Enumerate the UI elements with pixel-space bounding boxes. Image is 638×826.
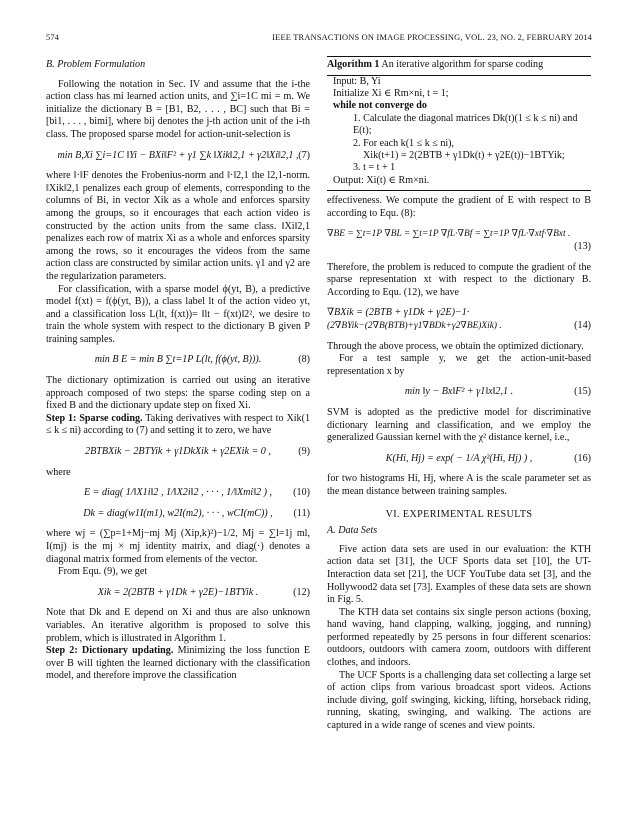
paragraph: effectiveness. We compute the gradient of E with respect to B according to Equ. (8): xyxy=(327,195,591,219)
equation-number: (10) xyxy=(293,487,310,499)
equation-13 xyxy=(327,228,591,253)
equation-line: ∇BXik = (2BTB + γ1Dk + γ2E)−1· xyxy=(327,307,470,319)
equation-body: min ‖y − Bx‖F² + γ1‖x‖2,1 . xyxy=(404,386,514,398)
algorithm-line: 3. t = t + 1 xyxy=(353,162,396,174)
subsection-heading: A. Data Sets xyxy=(327,525,378,537)
paragraph: Following the notation in Sec. IV and assume that the i-the action class has mi learned action units, and ∑i=1C mi = m. We initialize the dictionary B = [B1, B2, . . . , BC] such that Bi = [bi1, . . . , bimi], where bij denotes the j-th action unit of the i-th class. The proposed sparse model for action-unit-selection is xyxy=(46,78,310,140)
paragraph: The KTH data set contains six single person actions (boxing, hand waving, hand clapping, walking, jogging, and running) performed repeatedly by 25 persons in four different scenarios: outdoors, outdoors with camera zoom, outdoors with different clothes, and indoors. xyxy=(327,606,591,669)
paragraph: Through the above process, we obtain the optimized dictionary. xyxy=(327,340,584,352)
paragraph: From Equ. (9), we get xyxy=(58,566,148,578)
paragraph: For classification, with a sparse model ϕ(yt, B), a predictive model f(xt) = f(ϕ(yt, B)), a class label lt of the action video yt, and a classification loss L(lt, f(xt))= ‖lt − f(xt)‖2², we desire to train the whole system with respect to the dictionary B given P training samples. xyxy=(46,283,310,345)
equation-body: min B,Xi ∑i=1C ‖Yi − BXi‖F² + γ1 ∑k ‖Xik‖2,1 + γ2‖Xi‖2,1 , xyxy=(57,149,299,161)
step-2-paragraph xyxy=(46,645,310,683)
equation-number: (8) xyxy=(298,354,310,366)
paragraph: The UCF Sports is a challenging data set collecting a large set of action clips from various broadcast sport videos. Actions include diving, golf swinging, kicking, lifting, horseback riding, running, skating, swinging, and walking. The actions are captured in a wide range of scenes and view points. xyxy=(327,669,591,732)
algorithm-line: 2. For each k(1 ≤ k ≤ ni), xyxy=(353,137,455,149)
equation-body: min B E = min B ∑t=1P L(lt, f(ϕ(yt, B))). xyxy=(94,354,262,366)
journal-header: IEEE TRANSACTIONS ON IMAGE PROCESSING, VOL. 23, NO. 2, FEBRUARY 2014 xyxy=(272,33,592,42)
paragraph: SVM is adopted as the predictive model for discriminative dictionary learning and classification, and we employ the generalized Gaussian kernel with the χ² distance kernel, i.e., xyxy=(327,406,591,444)
equation-16 xyxy=(327,453,591,466)
equation-number: (11) xyxy=(293,507,310,519)
paragraph: Five action data sets are used in our evaluation: the KTH action data set [31], the UCF Sports data set [10], the UT-Interaction data set [21], the UCF YouTube data set [3], and the Hollywood2 data set [73]. Examples of these data sets are shown in Fig. 5. xyxy=(327,543,591,606)
algorithm-line: Input: B, Yi xyxy=(333,75,381,87)
equation-body: K(Hi, Hj) = exp( − 1/A χ²(Hi, Hj) ) , xyxy=(385,452,533,464)
algorithm-box xyxy=(327,56,591,191)
equation-line: (2∇BYik−(2∇B(BTB)+γ1∇BDk+γ2∇BE)Xik) . xyxy=(327,321,502,331)
algorithm-caption: An iterative algorithm for sparse coding xyxy=(379,59,544,70)
equation-body: E = diag( 1/‖X1i‖2 , 1/‖X2i‖2 , · · · , 1/‖Xmi‖2 ) , xyxy=(83,487,273,499)
left-column xyxy=(46,58,310,683)
algorithm-line: Initialize Xi ∈ Rm×ni, t = 1; xyxy=(333,88,449,99)
equation-12 xyxy=(46,587,310,600)
equation-body: Dk = diag(w1I(m1), w2I(m2), · · · , wCI(mC)) , xyxy=(83,507,273,519)
paragraph: where ‖·‖F denotes the Frobenius-norm and ‖·‖2,1 the l2,1-norm. ‖Xik‖2,1 penalizes each group of elements, corresponding to the columns of Bi, in vector Xik as a whole and enforces sparsity among the groups, so it encourages that each action video is constructed by the action units from the same class. ‖Xi‖2,1 penalizes each row of matrix Xi as a whole and enforces sparsity among the rows, so it encourages the videos from the same action class are constructed by similar action units. γ1 and γ2 are the regularization parameters. xyxy=(46,170,310,282)
equation-number: (15) xyxy=(574,386,591,398)
algorithm-title xyxy=(327,57,591,76)
right-column xyxy=(327,58,591,733)
step-1-label: Step 1: Sparse coding. xyxy=(46,412,143,424)
equation-8 xyxy=(46,354,310,367)
equation-10 xyxy=(46,487,310,500)
step-2-label: Step 2: Dictionary updating. xyxy=(46,645,174,657)
step-1-paragraph xyxy=(46,413,310,438)
page-number: 574 xyxy=(46,33,60,42)
paragraph: Note that Dk and E depend on Xi and thus are also unknown variables. An iterative algorithm is proposed to solve this problem, which is illustrated in Algorithm 1. xyxy=(46,607,310,644)
equation-number: (16) xyxy=(574,452,591,464)
paragraph: where xyxy=(46,466,71,478)
paragraph: For a test sample y, we get the action-unit-based representation x by xyxy=(327,353,591,377)
equation-number: (14) xyxy=(574,320,591,332)
paragraph: Therefore, the problem is reduced to compute the gradient of the sparse representation xt with respect to the dictionary B. According to Equ. (12), we have xyxy=(327,261,591,298)
section-heading: VI. EXPERIMENTAL RESULTS xyxy=(385,508,533,520)
step-2-text: Minimizing the loss function E over B will tighten the learned dictionary with the classification model, and therefore improve the classification xyxy=(46,645,311,682)
equation-number: (7) xyxy=(298,149,310,161)
paragraph: for two histograms Hi, Hj, where A is the scale parameter set as the mean distance between training samples. xyxy=(327,473,591,497)
algorithm-line: Output: Xi(t) ∈ Rm×ni. xyxy=(333,174,430,186)
equation-15 xyxy=(327,386,591,399)
equation-14 xyxy=(327,307,591,332)
paragraph: The dictionary optimization is carried out using an iterative approach composed of two steps: the sparse coding step on a fixed B and the dictionary update step on fixed Xi. xyxy=(46,375,310,412)
algorithm-line: while not converge do xyxy=(333,100,427,112)
equation-number: (13) xyxy=(574,241,591,253)
equation-body: Xik = 2(2BTB + γ1Dk + γ2E)−1BTYik . xyxy=(97,586,259,598)
equation-9 xyxy=(46,446,310,459)
equation-11 xyxy=(46,508,310,521)
algorithm-line: 1. Calculate the diagonal matrices Dk(t)(1 ≤ k ≤ ni) and xyxy=(353,112,578,124)
algorithm-line: E(t); xyxy=(353,125,372,137)
paragraph: where wj = (∑p=1+Mj−mj Mj (Xip,k)²)−1/2, Mj = ∑l=1j ml, I(mj) is the mj × mj identity matrix, and diag(·) denotes a diagonal matrix formed from elements of the vector. xyxy=(46,528,310,565)
equation-body: ∇BE = ∑t=1P ∇BL = ∑t=1P ∇fL·∇Bf = ∑t=1P ∇fL·∇xtf·∇Bxt . xyxy=(327,229,571,240)
page-header xyxy=(46,33,592,45)
algorithm-line: Xik(t+1) = 2(2BTB + γ1Dk(t) + γ2E(t))−1BTYik; xyxy=(363,150,565,162)
equation-number: (9) xyxy=(298,446,310,458)
section-title: B. Problem Formulation xyxy=(46,59,146,70)
step-1-text: Taking derivatives with respect to Xik(1 ≤ k ≤ ni) according to (7) and setting it to zero, we have xyxy=(46,412,310,437)
equation-number: (12) xyxy=(293,586,310,598)
equation-body: 2BTBXik − 2BTYik + γ1DkXik + γ2EXik = 0 , xyxy=(85,446,271,458)
equation-7 xyxy=(46,150,310,163)
algorithm-label: Algorithm 1 xyxy=(327,59,380,70)
